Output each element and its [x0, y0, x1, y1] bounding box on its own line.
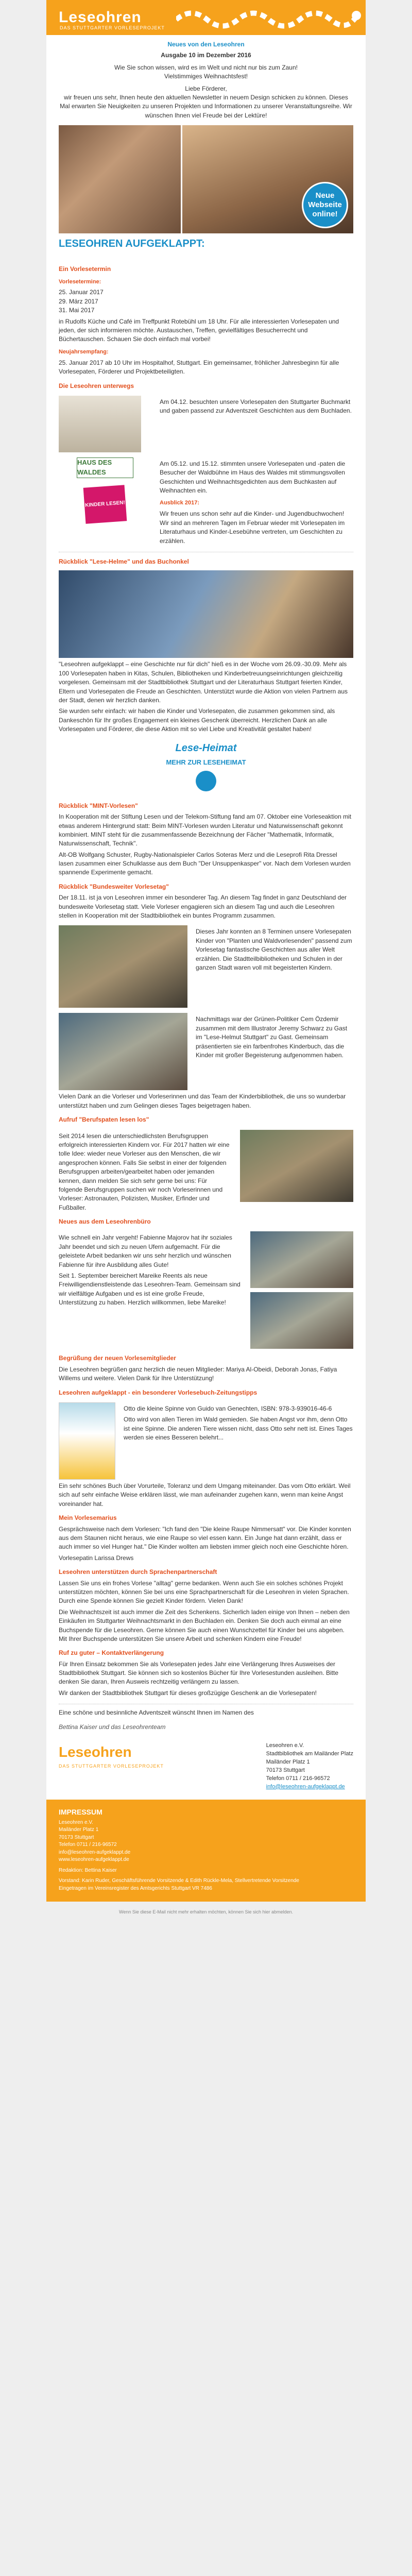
beruf-title: Aufruf "Berufspaten lesen los"	[59, 1116, 149, 1124]
termine-dates: 25. Januar 2017 29. März 2017 31. Mai 2017	[59, 289, 104, 314]
bundes-row-2	[59, 1013, 353, 1090]
bundes-text-3: Nachmittags war der Grünen-Politiker Cem Özdemir zusammen mit dem Illustrator Jeremy Schwarz zu Gast im "Lese-Helmut Stuttgart" zu Gast. Gemeinsam präsentierten sie ein farbenfrohes Kinderbuch, das die Kinder mit großer Begeisterung aufgenommen haben.	[196, 1015, 348, 1059]
website-badge[interactable]: Neue Webseite online!	[302, 182, 348, 228]
main-title: LESEOHREN AUFGEKLAPPT:	[59, 238, 205, 250]
team-row	[59, 1231, 353, 1349]
team-title: Neues aus dem Leseohrenbüro	[59, 1218, 151, 1226]
buch-text-3: Ein sehr schönes Buch über Vorurteile, Toleranz und dem Umgang miteinander. Das vom Otto erklärt. Weil sich auf sehr einfache Weise erklären lässt, wie man aufeinander zugehen kann, wenn man keine Angst voreinander hat.	[59, 1482, 351, 1507]
wunsch-text: Lassen Sie uns ein frohes Vorlese "alltag" gerne bedanken. Wenn auch Sie ein solches schönes Projekt unterstützen möchten, können Sie bei uns eine Sprachpartnerschaft für die Leseohren in vielen Sprachen. Durch eine Spende können Sie gezielt Kinder fördern. Vielen Dank!	[59, 1579, 349, 1605]
team-photo-1	[250, 1231, 353, 1288]
greeting-line-1: Wie Sie schon wissen, wird es im Welt und nicht nur bis zum Zaun!	[114, 63, 298, 71]
termine-subtitle-2: Neujahrsempfang:	[59, 348, 109, 355]
impressum-line-1: Leseohren e.V.	[59, 1819, 93, 1825]
impressum-title: IMPRESSUM	[59, 1807, 102, 1816]
impressum-line-5[interactable]: info@leseohren-aufgeklappt.de	[59, 1849, 131, 1855]
buch-title: Leseohren aufgeklappt - ein besonderer Vorlesebuch-Zeitungstipps	[59, 1388, 258, 1396]
unterwegs-title: Die Leseohren unterwegs	[59, 382, 134, 389]
rueckblick-text: "Leseohren aufgeklappt – eine Geschichte nur für dich" hieß es in der Woche vom 26.09.-30.09. Mehr als 100 Vorlesepaten haben in Kitas, Schulen, Bibliotheken und Kinderbetreuungseinrichtungen gleichzeitig vorgelesen. Gemeinsam mit der Stadtbibliothek Stuttgart und der Literaturhaus Stuttgart feierten Kinder, Eltern und Vorlesepaten die Freude an Geschichten. Unterstützt wurde die Aktion von vielen Partnern aus der Stadt, denen wir herzlich danken.	[59, 660, 348, 704]
leseheimat-block	[59, 741, 353, 794]
signature-names: Bettina Kaiser und das Leseohrenteam	[59, 1723, 166, 1731]
footer-logo-subtitle: DAS STUTTGARTER VORLESEPROJEKT	[59, 1763, 164, 1769]
logo-subtitle: DAS STUTTGARTER VORLESEPROJEKT	[60, 25, 165, 30]
unterwegs-text-1: Am 04.12. besuchten unsere Vorlesepaten den Stuttgarter Buchmarkt und gaben passend zur Adventszeit Geschichten aus dem Buchladen.	[160, 398, 352, 415]
vorleser-text: Gesprächsweise nach dem Vorlesen: "Ich fand den "Die kleine Raupe Nimmersatt" vor. Die Kinder konnten aus dem Staunen nicht heraus, wie eine Raupe so viel essen kann. Ein Junge hat dann erzählt, dass er auch immer so viel Hunger hat." Die Kinder wollten am liebsten immer gleich noch eine Geschichte hören.	[59, 1525, 351, 1551]
ruf-text-2: Wir danken der Stadtbibliothek Stuttgart für dieses großzügige Geschenk an die Vorlesepaten!	[59, 1689, 317, 1697]
bundes-row-1	[59, 925, 353, 1008]
termine-title: Ein Vorlesetermin	[59, 265, 111, 273]
oezdemir-photo	[59, 1013, 187, 1090]
newsbox-title: Neues von den Leseohren	[167, 41, 245, 48]
unterwegs-row-1	[59, 396, 353, 452]
arrow-icon[interactable]	[196, 771, 216, 791]
neu-text: Die Leseohren begrüßen ganz herzlich die neuen Mitglieder: Mariya Al-Obeidi, Deborah Jonas, Fatiya Willems und weitere. Vielen Dank für Ihre Unterstützung!	[59, 1365, 337, 1382]
neu-title: Begrüßung der neuen Vorlesemitglieder	[59, 1354, 176, 1362]
vorleser-title: Mein Vorlesemarius	[59, 1514, 117, 1522]
kinder-lesen-logo: KINDER LESEN!	[83, 485, 127, 523]
haus-des-waldes-logo: HAUS DES WALDES	[77, 457, 133, 478]
mint-text: In Kooperation mit der Stiftung Lesen und der Telekom-Stiftung fand am 07. Oktober eine Vorleseaktion mit etwas anderem Hintergrund statt: Beim MINT-Vorlesen wurden Literatur und Naturwissenschaft gekonnt kombiniert. MINT steht für die zusammenfassende Bezeichnung der Fächer "Mathematik, Informatik, Naturwissenschaft, Technik".	[59, 813, 352, 848]
footer-logo[interactable]: Leseohren	[59, 1744, 132, 1760]
mint-title: Rückblick "MINT-Vorlesen"	[59, 802, 138, 809]
bundes-title: Rückblick "Bundesweiter Vorlesetag"	[59, 883, 169, 890]
closing-text: Eine schöne und besinnliche Adventszeit wünscht Ihnen im Namen des	[59, 1709, 254, 1717]
intro-title: Liebe Förderer,	[185, 84, 227, 92]
footer-address	[266, 1742, 353, 1791]
beruf-text: Seit 2014 lesen die unterschiedlichsten Berufsgruppen erfolgreich interessierten Kindern vor. Für 2017 hatten wir eine tolle Idee: wieder neue Vorleser aus den Menschen, die wir angesprochen können. Falls Sie selbst in einer der folgenden Berufsgruppen arbeiten/gearbeitet haben oder jemanden kennen, dann melden Sie sich sehr gerne bei uns: Für folgende Berufsgruppen suchen wir noch Vorleserinnen und Vorleser: Astronauten, Polizisten, Musiker, Erfinder und Fußballer.	[59, 1132, 230, 1211]
ruf-title: Ruf zu guter – Kontaktverlängerung	[59, 1649, 164, 1657]
vorleser-signature: Vorlesepatin Larissa Drews	[59, 1554, 134, 1562]
bookstore-photo	[59, 396, 141, 452]
snake-illustration	[176, 4, 362, 32]
footer-street: Mailänder Platz 1	[266, 1758, 310, 1765]
bundes-text: Der 18.11. ist ja von Leseohren immer ein besonderer Tag. An diesem Tag findet in ganz Deutschland der bundesweite Vorlesetag statt. Viele Vorleser engagieren sich an diesem Tag und auch die Leseohren stellen in Kooperation mit der Stadtbibliothek ein buntes Programm zusammen.	[59, 894, 347, 920]
header	[46, 0, 366, 35]
impressum-line-8: Vorstand: Karin Ruder, Geschäftsführende Vorsitzende & Edith Rückle-Mela, Stellvertretende Vorsitzende	[59, 1878, 299, 1884]
greeting-line-2: Vielstimmiges Weihnachtsfest!	[164, 73, 248, 80]
buch-text-2: Otto wird von allen Tieren im Wald gemieden. Sie haben Angst vor ihm, denn Otto ist eine Spinne. Die anderen Tiere wissen nicht, dass Otto sehr nett ist. Eines Tages werden sie eines Besseren belehrt...	[124, 1416, 353, 1442]
newsletter	[46, 0, 366, 1902]
team-text-2: Seit 1. September bereichert Mareike Reents als neue Freiwilligendienstleistende das Leseohren-Team. Gemeinsam sind wir vielfältige Aufgaben und es ist eine große Freude, Unterstützung zu haben. Herzlich willkommen, liebe Mareike!	[59, 1272, 241, 1307]
footer-org-2: Stadtbibliothek am Mailänder Platz	[266, 1750, 353, 1757]
team-text: Wie schnell ein Jahr vergeht! Fabienne Majorov hat ihr soziales Jahr beendet und sich zu neuen Ufern aufgemacht. Für die geleistete Arbeit bedanken wir uns sehr herzlich und wünschen Fabienne für ihre Ausbildung alles Gute!	[59, 1234, 232, 1268]
termine-text: in Rudolfs Küche und Café im Treffpunkt Rotebühl um 18 Uhr. Für alle interessierten Vorlesepaten und jeden, der sich informieren möchte. Austauschen, Treffen, gevielfältiges Besucherrecht und Büchertauschen. Schauen Sie doch einfach mal vorbei!	[59, 317, 339, 343]
buch-row	[59, 1402, 353, 1480]
leseheimat-logo: Lese-Heimat	[175, 742, 237, 754]
impressum-line-4: Telefon 0711 / 216-96572	[59, 1842, 117, 1848]
beruf-row	[59, 1130, 353, 1213]
impressum-line-6[interactable]: www.leseohren-aufgeklappt.de	[59, 1857, 129, 1863]
hero-photo-1	[59, 125, 182, 233]
footer-phone: Telefon 0711 / 216-96572	[266, 1775, 330, 1782]
buch-text-1: Otto die kleine Spinne von Guido van Genechten, ISBN: 978-3-939016-46-6	[124, 1405, 332, 1413]
rueckblick-title: Rückblick "Lese-Helme" und das Buchonkel	[59, 557, 189, 565]
intro-text: wir freuen uns sehr, Ihnen heute den aktuellen Newsletter in neuem Design schicken zu können. Dieses Mal erwarten Sie Neuigkeiten zu unseren Projekten und Informationen zu unserer Veranstaltungsreihe. Wir wünschen Ihnen viel Freude bei der Lektüre!	[60, 93, 352, 119]
ruf-text: Für Ihren Einsatz bekommen Sie als Vorlesepaten jedes Jahr eine Verlängerung Ihres Ausweises der Stadtbibliothek Stuttgart. Sie können sich so kostenlos Bücher für Ihre Vorlesestunden ausleihen. Bitte denken Sie daran, Ihren Ausweis rechtzeitig verlängern zu lassen.	[59, 1660, 338, 1686]
unsubscribe-note[interactable]: Wenn Sie diese E-Mail nicht mehr erhalten möchten, können Sie sich hier abmelden.	[118, 1909, 293, 1915]
logo[interactable]: Leseohren	[59, 9, 142, 26]
mint-text-2: Alt-OB Wolfgang Schuster, Rugby-Nationalspieler Carlos Soteras Merz und die Leseprofi Rita Dressel lasen zusammen einer Schulklasse aus dem Buch "Der Unsuppenkasper" vor. Nach dem Vorlesen wurden spannende Experimente gemacht.	[59, 851, 351, 876]
footer-org: Leseohren e.V.	[266, 1742, 304, 1749]
hero-image	[59, 125, 353, 233]
classroom-photo	[59, 925, 187, 1008]
footer-city: 70173 Stuttgart	[266, 1767, 305, 1773]
footer	[46, 1737, 366, 1800]
issue-label: Ausgabe 10 im Dezember 2016	[161, 52, 251, 59]
bundes-text-2: Dieses Jahr konnten an 8 Terminen unsere Vorlesepaten Kinder von "Planten und Waldvorlesenden" passend zum Vorlesetag fantastische Geschichten aus aller Welt erzählen. Die Stadtteilbibliotheken und Schulen in der ganzen Stadt waren voll mit begeisterten Kindern.	[196, 928, 352, 971]
wunsch-title: Leseohren unterstützen durch Sprachenpartnerschaft	[59, 1568, 217, 1576]
book-cover	[59, 1402, 115, 1480]
termine-subtitle-1: Vorlesetermine:	[59, 278, 101, 285]
unterwegs-text-3: Wir freuen uns schon sehr auf die Kinder- und Jugendbuchwochen! Wir sind an mehreren Tagen im Februar wieder mit Vorlesepaten im Literaturhaus und Kinder-Lesebühne vertreten, um Geschichten zu erzählen.	[160, 510, 345, 545]
ausblick-title: Ausblick 2017:	[160, 500, 200, 506]
impressum-line-9: Eingetragen im Vereinsregister des Amtsgerichts Stuttgart VR 7486	[59, 1885, 212, 1891]
reading-photo	[59, 570, 353, 658]
footer-email-link[interactable]: info@leseohren-aufgeklappt.de	[266, 1783, 345, 1790]
impressum-line-3: 70173 Stuttgart	[59, 1834, 94, 1840]
team-photo-2	[250, 1292, 353, 1349]
weihnacht-text: Die Weihnachtszeit ist auch immer die Zeit des Schenkens. Sicherlich laden einige von Ihnen – neben den Einkäufen im Stuttgarter Weihnachtsmarkt in den Buchladen ein. Denken Sie doch auch einmal an eine Buchspende für die Leseohren. Gerne können Sie auch einen Wunschzettel für Kinder bei uns abgeben. Mit Ihrer Buchspende unterstützen Sie unsere Arbeit und schenken Kindern eine Freude!	[59, 1608, 350, 1642]
unterwegs-row-2	[59, 457, 353, 546]
impressum-line-2: Mailänder Platz 1	[59, 1827, 99, 1833]
unterwegs-text-2: Am 05.12. und 15.12. stimmten unsere Vorlesepaten und -paten die Besucher der Waldbühne im Haus des Waldes mit stimmungsvollen Geschichten und Weihnachtsgedichten aus dem Buchkasten auf Weihnachten ein.	[160, 460, 346, 495]
berufspaten-photo	[240, 1130, 353, 1202]
content	[46, 255, 366, 1737]
rueckblick-text-2: Sie wurden sehr einfach: wir haben die Kinder und Vorlesepaten, die zusammen gekommen sind, als Dankeschön für Ihr großes Engagement ein kleines Geschenk überreicht. Herzlichen Dank an alle Vorlesepaten und Förderer, die diese Aktion mit so viel Liebe und Kreativität gestaltet haben!	[59, 707, 335, 733]
newsbox	[46, 35, 366, 125]
impressum	[46, 1800, 366, 1902]
impressum-line-7: Redaktion: Bettina Kaiser	[59, 1867, 117, 1873]
leseheimat-link[interactable]: MEHR ZUR LESEHEIMAT	[166, 758, 246, 767]
bundes-text-4: Vielen Dank an die Vorleser und Vorleserinnen und das Team der Kinderbibliothek, die uns so wunderbar unterstützt haben und zum Gelingen dieses Tages beigetragen haben.	[59, 1093, 346, 1109]
termine-text-2: 25. Januar 2017 ab 10 Uhr im Hospitalhof, Stuttgart. Ein gemeinsamer, fröhlicher Jahresbeginn für alle Vorlesepaten, Förderer und Projektbeteiligten.	[59, 359, 339, 376]
